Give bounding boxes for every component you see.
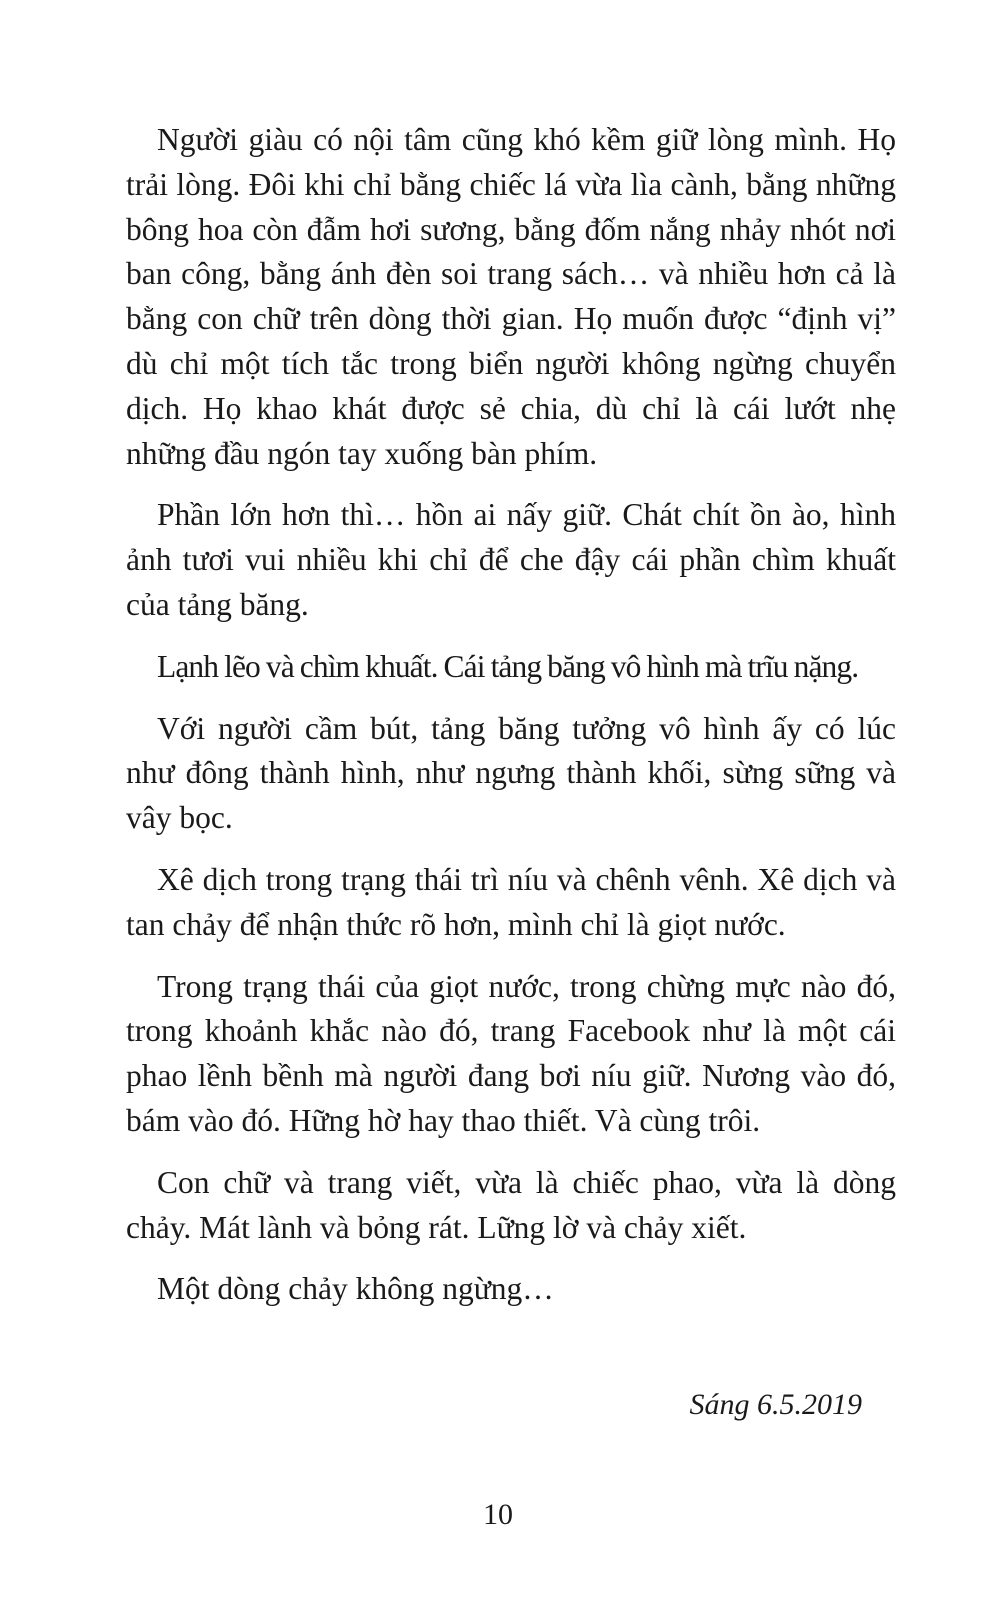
paragraph-4: Với người cầm bút, tảng băng tưởng vô hình ấy có lúc như đông thành hình, như ngưng thành khối, sừng sững và vây bọc.: [126, 710, 896, 836]
paragraph-7: Con chữ và trang viết, vừa là chiếc phao, vừa là dòng chảy. Mát lành và bỏng rát. Lững lờ và chảy xiết.: [126, 1164, 896, 1245]
body-text: [126, 118, 896, 1329]
page-number: 10: [483, 1498, 513, 1531]
paragraph-3: Lạnh lẽo và chìm khuất. Cái tảng băng vô hình mà trĩu nặng.: [157, 648, 859, 684]
paragraph-1: Người giàu có nội tâm cũng khó kềm giữ lòng mình. Họ trải lòng. Đôi khi chỉ bằng chiếc lá vừa lìa cành, bằng những bông hoa còn đẫm hơi sương, bằng đốm nắng nhảy nhót nơi ban công, bằng ánh đèn soi trang sách… và nhiều hơn cả là bằng con chữ trên dòng thời gian. Họ muốn được “định vị” dù chỉ một tích tắc trong biển người không ngừng chuyển dịch. Họ khao khát được sẻ chia, dù chỉ là cái lướt nhẹ những đầu ngón tay xuống bàn phím.: [126, 122, 896, 471]
paragraph-2: Phần lớn hơn thì… hồn ai nấy giữ. Chát chít ồn ào, hình ảnh tươi vui nhiều khi chỉ để che đậy cái phần chìm khuất của tảng băng.: [126, 497, 896, 622]
paragraph-6: Trong trạng thái của giọt nước, trong chừng mực nào đó, trong khoảnh khắc nào đó, trang Facebook như là một cái phao lềnh bềnh mà người đang bơi níu giữ. Nương vào đó, bám vào đó. Hững hờ hay thao thiết. Và cùng trôi.: [126, 968, 896, 1138]
paragraph-8: Một dòng chảy không ngừng…: [157, 1271, 554, 1307]
paragraph-5: Xê dịch trong trạng thái trì níu và chênh vênh. Xê dịch và tan chảy để nhận thức rõ hơn, mình chỉ là giọt nước.: [126, 861, 896, 942]
date-signature: Sáng 6.5.2019: [689, 1388, 862, 1421]
